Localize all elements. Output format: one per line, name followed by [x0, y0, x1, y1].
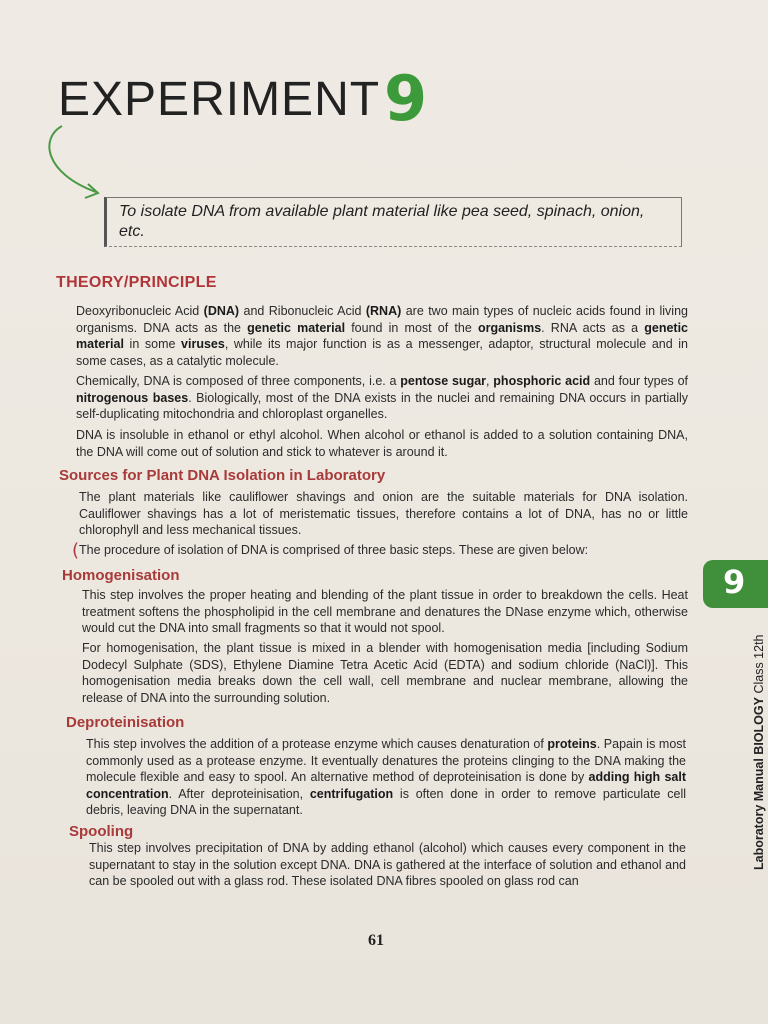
theory-paragraph-1: Deoxyribonucleic Acid (DNA) and Ribonucleic Acid (RNA) are two main types of nucleic acids found in living organisms. DNA acts as the genetic material found in most of the organisms. RNA acts as a genetic material in some viruses, while its major function is as a messenger, adaptor, structural molecule and in some cases, as a catalytic molecule.	[76, 304, 688, 368]
chapter-tab-number: 9	[723, 563, 746, 601]
experiment-title: EXPERIMENT	[58, 73, 381, 126]
aim-text: To isolate DNA from available plant material like pea seed, spinach, onion, etc.	[119, 203, 645, 240]
sources-paragraph-1: The plant materials like cauliflower shavings and onion are the suitable materials for DNA isolation. Cauliflower shavings has a lot of meristematic tissues, therefore contains a lot of DNA, has no or little chlorophyll and less mechanical tissues.	[79, 490, 688, 538]
spooling-heading: Spooling	[69, 823, 134, 840]
homogenisation-paragraph-2: For homogenisation, the plant tissue is mixed in a blender with homogenisation media [including Sodium Dodecyl Sulphate (SDS), Ethylene Diamine Tetra Acetic Acid (EDTA) and sodium chloride (NaCl)]. This homogenisation media breaks down the cell wall, cell membrane and nuclear membrane, allowing the release of DNA into the surrounding solution.	[82, 641, 688, 705]
curved-arrow-icon	[40, 118, 110, 208]
theory-paragraph-2: Chemically, DNA is composed of three components, i.e. a pentose sugar, phosphoric acid and four types of nitrogenous bases. Biologically, most of the DNA exists in the nuclei and remaining DNA occurs in partially self-duplicating mitochondria and chloroplast organelles.	[76, 374, 688, 422]
theory-paragraph-3: DNA is insoluble in ethanol or ethyl alcohol. When alcohol or ethanol is added to a solution containing DNA, the DNA will come out of solution and stick to whatever is around it.	[76, 428, 688, 459]
margin-mark: (	[72, 540, 80, 561]
side-label-subject: BIOLOGY	[752, 697, 766, 755]
chapter-tab	[703, 560, 768, 608]
deproteinisation-paragraph: This step involves the addition of a protease enzyme which causes denaturation of proteins. Papain is most commonly used as a protease enzyme. It eventually denatures the proteins clinging to the DNA making the molecule flexible and easy to spool. An alternative method of deproteinisation is done by adding high salt concentration. After deproteinisation, centrifugation is often done in order to remove particulate cell debris, leaving DNA in the supernatant.	[86, 737, 686, 818]
sources-paragraph-2: The procedure of isolation of DNA is comprised of three basic steps. These are given below:	[79, 543, 589, 557]
experiment-number: 9	[384, 62, 428, 135]
deproteinisation-heading: Deproteinisation	[66, 714, 185, 731]
sources-heading: Sources for Plant DNA Isolation in Laboratory	[59, 467, 386, 484]
page-number: 61	[368, 932, 384, 949]
theory-heading: THEORY/PRINCIPLE	[56, 274, 217, 291]
spooling-paragraph: This step involves precipitation of DNA by adding ethanol (alcohol) which causes every component in the supernatant to stay in the solution except DNA. DNA is gathered at the interface of solution and ethanol and can be spooled out with a glass rod. These isolated DNA fibres spooled on glass rod can	[89, 841, 686, 889]
homogenisation-heading: Homogenisation	[62, 567, 180, 584]
side-running-label	[752, 634, 768, 870]
side-label-manual: Laboratory Manual	[752, 758, 766, 870]
side-label-class: Class 12th	[752, 634, 766, 694]
aim-box	[104, 197, 682, 247]
homogenisation-paragraph-1: This step involves the proper heating and blending of the plant tissue in order to breakdown the cells. Heat treatment softens the phospholipid in the cell membrane and denatures the DNase enzyme which, otherwise would cut the DNA into small fragments so that it would not spool.	[82, 588, 688, 636]
